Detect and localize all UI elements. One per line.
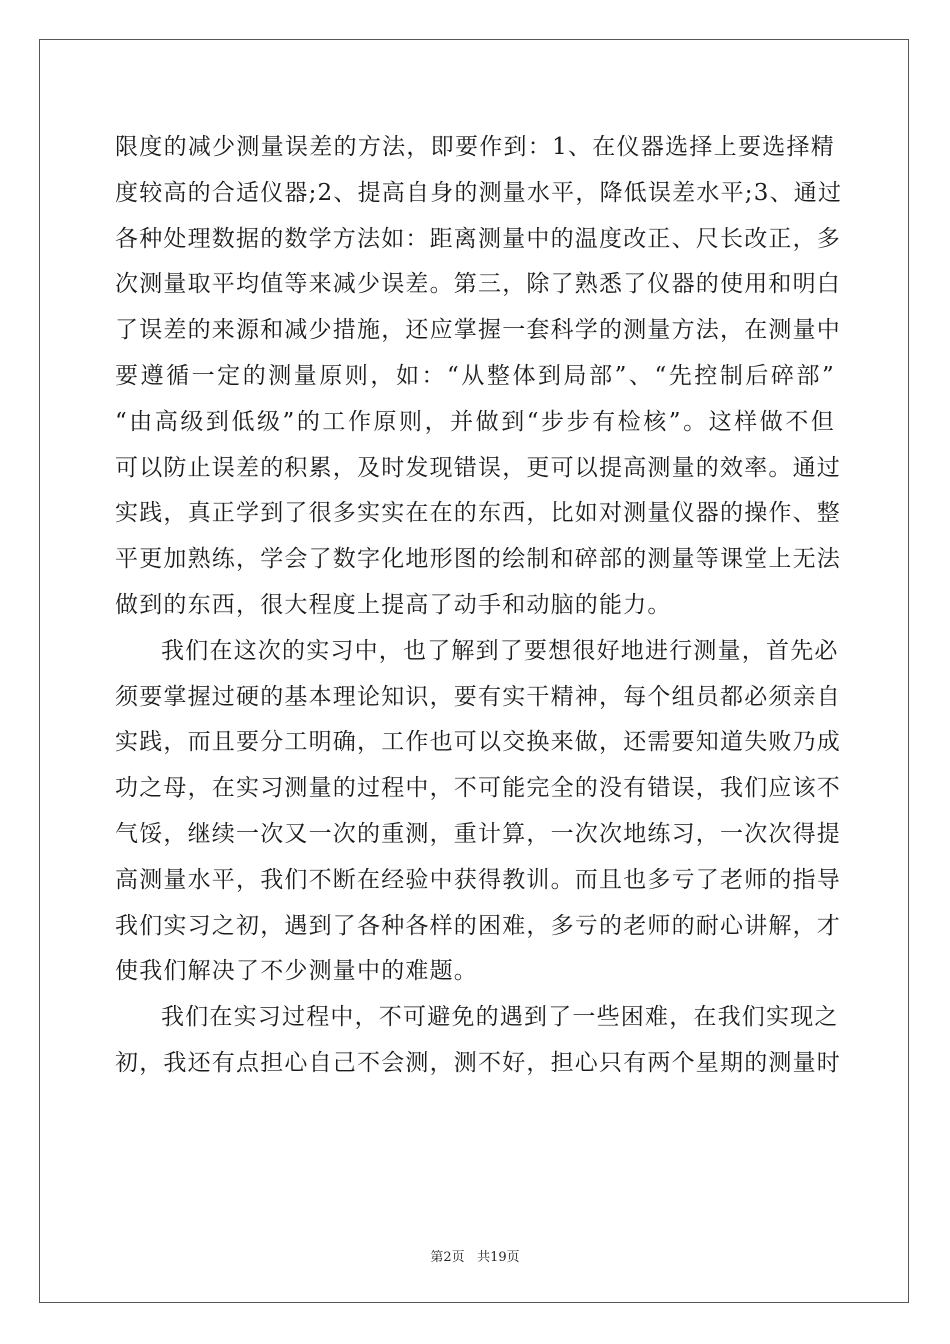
document-body [115, 125, 843, 1087]
text-line: 实践，而且要分工明确，工作也可以交换来做，还需要知道失败乃成 [115, 729, 841, 756]
text-line: 高测量水平，我们不断在经验中获得教训。而且也多亏了老师的指导 [115, 866, 841, 893]
text-line: 度较高的合适仪器;2、提高自身的测量水平，降低误差水平;3、通过 [115, 179, 843, 206]
text-line: 须要掌握过硬的基本理论知识，要有实干精神，每个组员都必须亲自 [115, 683, 841, 710]
page-footer [0, 1246, 950, 1265]
text-line: 限度的减少测量误差的方法，即要作到：1、在仪器选择上要选择精 [115, 134, 835, 160]
text-line: 初，我还有点担心自己不会测，测不好，担心只有两个星期的测量时 [115, 1049, 841, 1076]
text-line: 次测量取平均值等来减少误差。第三，除了熟悉了仪器的使用和明白 [115, 271, 841, 298]
text-line: 我们在这次的实习中，也了解到了要想很好地进行测量，首先必 [161, 637, 839, 664]
text-line: 了误差的来源和减少措施，还应掌握一套科学的测量方法，在测量中 [115, 317, 841, 344]
text-line: 平更加熟练，学会了数字化地形图的绘制和碎部的测量等课堂上无法 [115, 546, 841, 573]
paragraph-3 [115, 995, 841, 1087]
total-pages: 共19页 [477, 1250, 520, 1265]
page-number: 第2页 [430, 1250, 465, 1265]
text-line: 我们在实习过程中，不可避免的遇到了一些困难，在我们实现之 [161, 1004, 839, 1031]
text-line: 使我们解决了不少测量中的难题。 [115, 958, 478, 985]
text-line: 我们实习之初，遇到了各种各样的困难，多亏的老师的耐心讲解，才 [115, 912, 841, 939]
text-line: “由高级到低级”的工作原则，并做到“步步有检核”。这样做不但 [115, 408, 835, 435]
text-line: 实践，真正学到了很多实实在在的东西，比如对测量仪器的操作、整 [115, 500, 841, 527]
text-line: 要遵循一定的测量原则，如：“从整体到局部”、“先控制后碎部” [115, 362, 835, 389]
text-line: 可以防止误差的积累，及时发现错误，更可以提高测量的效率。通过 [115, 454, 841, 481]
paragraph-1 [115, 125, 843, 629]
text-line: 做到的东西，很大程度上提高了动手和动脑的能力。 [115, 591, 672, 618]
paragraph-2 [115, 629, 841, 995]
text-line: 各种处理数据的数学方法如：距离测量中的温度改正、尺长改正，多 [115, 225, 841, 252]
text-line: 功之母，在实习测量的过程中，不可能完全的没有错误，我们应该不 [115, 775, 841, 802]
text-line: 气馁，继续一次又一次的重测，重计算，一次次地练习，一次次得提 [115, 820, 841, 847]
